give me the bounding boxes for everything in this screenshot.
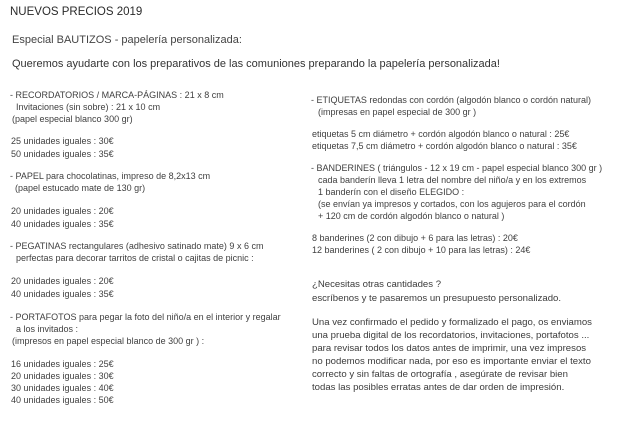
banderines-line: (se envían ya impresos y cortados, con los agujeros para el cordón [318, 199, 586, 209]
banderines-line: + 120 cm de cordón algodón blanco o natural ) [318, 211, 505, 221]
etiquetas-heading: - ETIQUETAS redondas con cordón (algodón blanco o cordón natural) [311, 95, 591, 105]
closing-line: todas las posibles erratas antes de dar orden de impresión. [312, 382, 565, 393]
subtitle: Especial BAUTIZOS - papelería personalizada: [12, 34, 242, 46]
price-line: 40 unidades iguales : 50€ [11, 395, 114, 405]
price-line: etiquetas 5 cm diámetro + cordón algodón blanco o natural : 25€ [312, 129, 570, 139]
closing-line: correcto y sin faltas de ortografía , asegúrate de revisar bien [312, 369, 568, 380]
price-line: 8 banderines (2 con dibujo + 6 para las letras) : 20€ [312, 233, 518, 243]
papel-heading: - PAPEL para chocolatinas, impreso de 8,2x13 cm [10, 171, 211, 181]
price-line: 20 unidades iguales : 20€ [11, 206, 114, 216]
banderines-line: 1 banderín con el diseño ELEGIDO : [318, 187, 465, 197]
price-line: 12 banderines ( 2 con dibujo + 10 para las letras) : 24€ [312, 245, 531, 255]
closing-line: una prueba digital de los recordatorios, invitaciones, portafotos ... [312, 330, 590, 341]
price-line: 40 unidades iguales : 35€ [11, 219, 114, 229]
etiquetas-line: (impresas en papel especial de 300 gr ) [318, 107, 477, 117]
price-line: 20 unidades iguales : 20€ [11, 276, 114, 286]
pegatinas-heading: - PEGATINAS rectangulares (adhesivo satinado mate) 9 x 6 cm [10, 241, 264, 251]
closing-line: para revisar todos los datos antes de imprimir, una vez impresos [312, 343, 587, 354]
closing-line: no podemos modificar nada, por eso es importante enviar el texto [312, 356, 591, 367]
price-line: 50 unidades iguales : 35€ [11, 149, 114, 159]
price-line: 16 unidades iguales : 25€ [11, 359, 114, 369]
banderines-line: cada banderín lleva 1 letra del nombre del niño/a y en los extremos [318, 175, 587, 185]
price-line: 40 unidades iguales : 35€ [11, 289, 114, 299]
closing-line: Una vez confirmado el pedido y formalizado el pago, os enviamos [312, 317, 592, 328]
price-line: 25 unidades iguales : 30€ [11, 136, 114, 146]
papel-line: (papel estucado mate de 130 gr) [15, 183, 146, 193]
portafotos-line: a los invitados : [16, 324, 79, 334]
page-title: NUEVOS PRECIOS 2019 [10, 6, 143, 18]
otras-question: ¿Necesitas otras cantidades ? [312, 279, 442, 290]
banderines-heading: - BANDERINES ( triángulos - 12 x 19 cm - papel especial blanco 300 gr ) [311, 163, 603, 173]
portafotos-line: (impresos en papel especial blanco de 300 gr ) : [12, 336, 205, 346]
price-line: 20 unidades iguales : 30€ [11, 371, 114, 381]
price-line: etiquetas 7,5 cm diámetro + cordón algodón blanco o natural : 35€ [312, 141, 577, 151]
price-line: 30 unidades iguales : 40€ [11, 383, 114, 393]
recordatorios-line: (papel especial blanco 300 gr) [12, 114, 133, 124]
recordatorios-line: Invitaciones (sin sobre) : 21 x 10 cm [16, 102, 161, 112]
recordatorios-heading: - RECORDATORIOS / MARCA-PÁGINAS : 21 x 8 cm [10, 90, 224, 100]
pegatinas-line: perfectas para decorar tarritos de cristal o cajitas de picnic : [16, 253, 254, 263]
portafotos-heading: - PORTAFOTOS para pegar la foto del niño/a en el interior y regalar [10, 312, 281, 322]
intro-text: Queremos ayudarte con los preparativos de las comuniones preparando la papelería personalizada! [12, 58, 500, 70]
otras-line: escríbenos y te pasaremos un presupuesto personalizado. [312, 293, 562, 304]
